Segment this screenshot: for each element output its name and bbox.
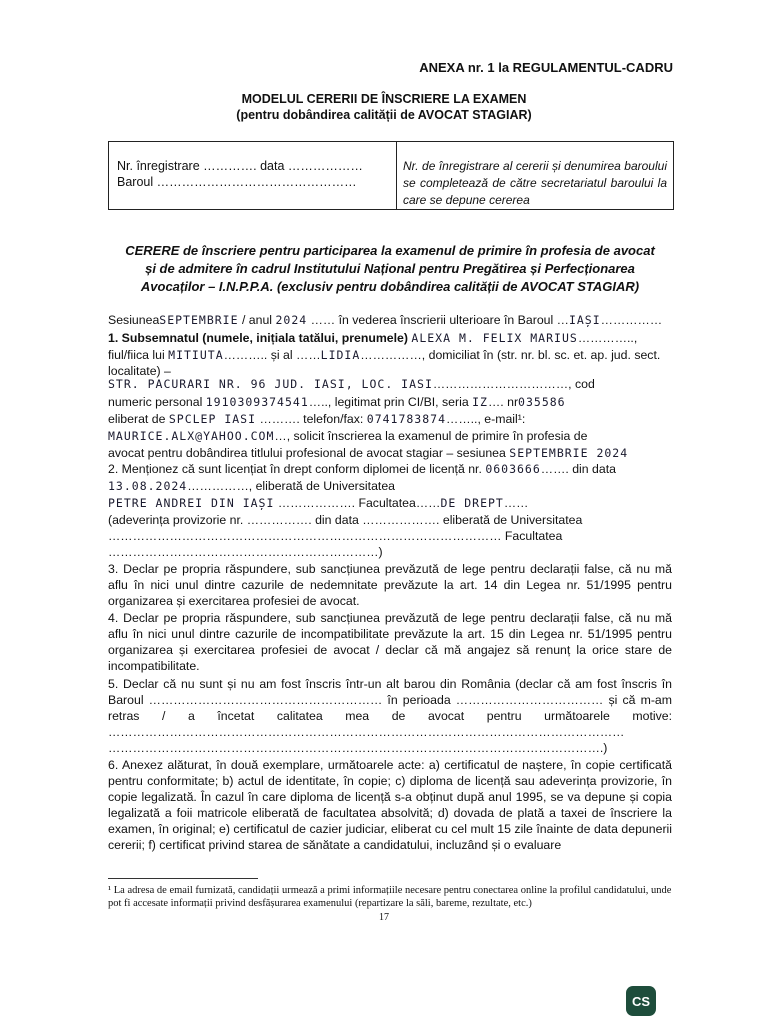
cnp-line <box>108 394 672 410</box>
father-value: MITIUTA <box>168 348 224 362</box>
session2-value: SEPTEMBRIE 2024 <box>509 446 629 460</box>
cnp-value: 1910309374541 <box>205 395 309 409</box>
license-date-line <box>108 478 672 494</box>
faculty-label: ………………. Facultatea…… <box>277 496 441 510</box>
session-value: SEPTEMBRIE <box>159 313 239 327</box>
registration-number-line: Nr. înregistrare …………. data ……………… <box>117 159 363 173</box>
bar-value: IAȘI <box>568 313 601 327</box>
footnote-divider <box>108 878 258 879</box>
year-value: 2024 <box>275 313 308 327</box>
provisional-line <box>108 512 672 528</box>
faculty-tail: …… <box>503 496 529 510</box>
paragraph-4: 4. Declar pe propria răspundere, sub sancțiunea prevăzută de lege pentru declarații false, că nu mă aflu în nici unul dintre cazurile de incompatibilitate prevăzute la art. 15 din Legea nr. 51/1995 pentru organizarea și exercitarea profesiei de avocat / declar că mă angajez să renunț la orice stare de incompatibilitate. <box>108 611 672 673</box>
undersigned-value: ALEXA M. FELIX MARIUS <box>411 331 578 345</box>
locality-label: localitate) – <box>108 364 171 378</box>
address-tail: ……………………………, cod <box>432 377 595 391</box>
license-line <box>108 461 672 477</box>
registration-fields <box>109 142 397 209</box>
address-line <box>108 376 672 392</box>
registration-bar-line: Baroul ………………………………………… <box>117 175 357 189</box>
bar-label: …… în vederea înscrierii ulterioare în Baroul … <box>310 313 569 327</box>
provisional-line-2 <box>108 528 672 544</box>
issued-value: SPCLEP IASI <box>168 412 257 426</box>
phone-value: 0741783874 <box>366 412 447 426</box>
provisional-text-2: …………………………………………………………………………………… Facultatea <box>108 529 563 543</box>
issued-line <box>108 411 672 427</box>
registration-note: Nr. de înregistrare al cererii și denumirea baroului se completează de către secretariatul baroului la care se depune cererea <box>403 159 667 207</box>
bar-tail: …………… <box>600 313 663 327</box>
license-value: 0603666 <box>485 462 541 476</box>
cnp-tail: ….., legitimat prin CI/BI, seria <box>308 395 469 409</box>
mother-value: LIDIA <box>320 348 361 362</box>
annex-label: ANEXA nr. 1 la REGULAMENTUL-CADRU <box>419 60 673 75</box>
page-number: 17 <box>379 912 389 923</box>
paragraph-3: 3. Declar pe propria răspundere, sub sancțiunea prevăzută de lege pentru declarații false, că nu mă aflu în nici unul dintre cazurile de nedemnitate prevăzute la art. 14 din Legea nr. 51/1995 pentru organizarea și exercitarea profesiei de avocat. <box>108 562 672 608</box>
form-subtitle: (pentru dobândirea calității de AVOCAT STAGIAR) <box>236 108 532 122</box>
email-value: MAURICE.ALX@YAHOO.COM <box>108 429 275 443</box>
address-label: ……………, domiciliat în (str. nr. bl. sc. et. ap. jud. sect. <box>360 348 661 362</box>
request-line <box>108 445 672 461</box>
undersigned-tail: ………….., <box>577 331 638 345</box>
heading-line-2: și de admitere în cadrul Institutului Național pentru Pregătirea și Perfecționarea <box>145 261 635 276</box>
series-value: IZ <box>472 395 488 409</box>
father-tail: ……….. și al …… <box>223 348 321 362</box>
year-label: / anul <box>241 313 273 327</box>
session-line <box>108 312 672 328</box>
email-line <box>108 428 672 444</box>
email-label: …….., e-mail¹: <box>446 412 526 426</box>
request-heading <box>108 242 672 296</box>
parents-line <box>108 347 672 363</box>
license-date-label: ……. din data <box>540 462 616 476</box>
university-line <box>108 495 672 511</box>
university-value: PETRE ANDREI DIN IAȘI <box>108 496 275 510</box>
undersigned-line <box>108 330 672 346</box>
nr-label: …. nr <box>487 395 519 409</box>
father-label: fiul/fiica lui <box>108 348 165 362</box>
paragraph-5: 5. Declar că nu sunt și nu am fost înscris într-un alt barou din România (declar că am fost înscris în Baroul ………………………………………………… în perioada ……………………………… și că m-am retras / a încetat calitatea mea de avocat pentru următoarele motive: ……………………………………………………………………………………………………………… ………………………………………………………………………………………………………….) <box>108 677 672 755</box>
faculty-value: DE DREPT <box>440 496 504 510</box>
heading-line-1: CERERE de înscriere pentru participarea la examenul de primire în profesia de avocat <box>125 243 655 258</box>
form-title: MODELUL CERERII DE ÎNSCRIERE LA EXAMEN <box>241 92 527 106</box>
provisional-text-3: …………………………………………………………) <box>108 545 383 559</box>
phone-label: ………. telefon/fax: <box>259 412 364 426</box>
request-text: …, solicit înscrierea la examenul de primire în profesia de <box>274 429 588 443</box>
heading-line-3: Avocaților – I.N.P.P.A. (exclusiv pentru dobândirea calității de AVOCAT STAGIAR) <box>140 279 640 294</box>
nr-value: 035586 <box>518 395 566 409</box>
provisional-line-3 <box>108 544 672 560</box>
undersigned-label: 1. Subsemnatul (numele, inițiala tatălui, prenumele) <box>108 331 408 345</box>
request-text-2: avocat pentru dobândirea titlului profesional de avocat stagiar – sesiunea <box>108 446 506 460</box>
issued-label: eliberat de <box>108 412 166 426</box>
camscanner-logo-icon: CS <box>626 986 656 1016</box>
footnote: ¹ La adresa de email furnizată, candidații urmează a primi informațiile necesare pentru conectarea online la profilul candidatului, unde pot fi accesate informații privind desfășurarea examenului (repartizare la săli, bareme, rezultate, etc.) <box>108 885 672 909</box>
paragraph-6: 6. Anexez alăturat, în două exemplare, următoarele acte: a) certificatul de naștere, în copie certificată pentru conformitate; b) actul de identitate, în copie; c) diploma de licență sau adeverința provizorie, în copie legalizată. În cazul în care diploma de licență s-a obținut după anul 1995, se va depune și copia legalizată a foii matricole eliberată de facultatea absolvită; d) dovada de plată a taxei de înscriere la examen, în original; e) certificatul de cazier judiciar, eliberat cu cel mult 15 zile înainte de data depunerii cererii; f) certificat privind starea de sănătate a candidatului, incluzând și o evaluare <box>108 758 672 852</box>
provisional-text: (adeverința provizorie nr. ……………. din data ………………. eliberată de Universitatea <box>108 513 583 527</box>
registration-box <box>108 141 674 210</box>
cnp-label: numeric personal <box>108 395 203 409</box>
address-value: STR. PACURARI NR. 96 JUD. IASI, LOC. IASI <box>108 377 433 391</box>
license-label: 2. Menționez că sunt licențiat în drept conform diplomei de licență nr. <box>108 462 482 476</box>
license-date-value: 13.08.2024 <box>108 479 188 493</box>
issued-by-label: ……………, eliberată de Universitatea <box>187 479 396 493</box>
session-label: Sesiunea <box>108 313 160 327</box>
